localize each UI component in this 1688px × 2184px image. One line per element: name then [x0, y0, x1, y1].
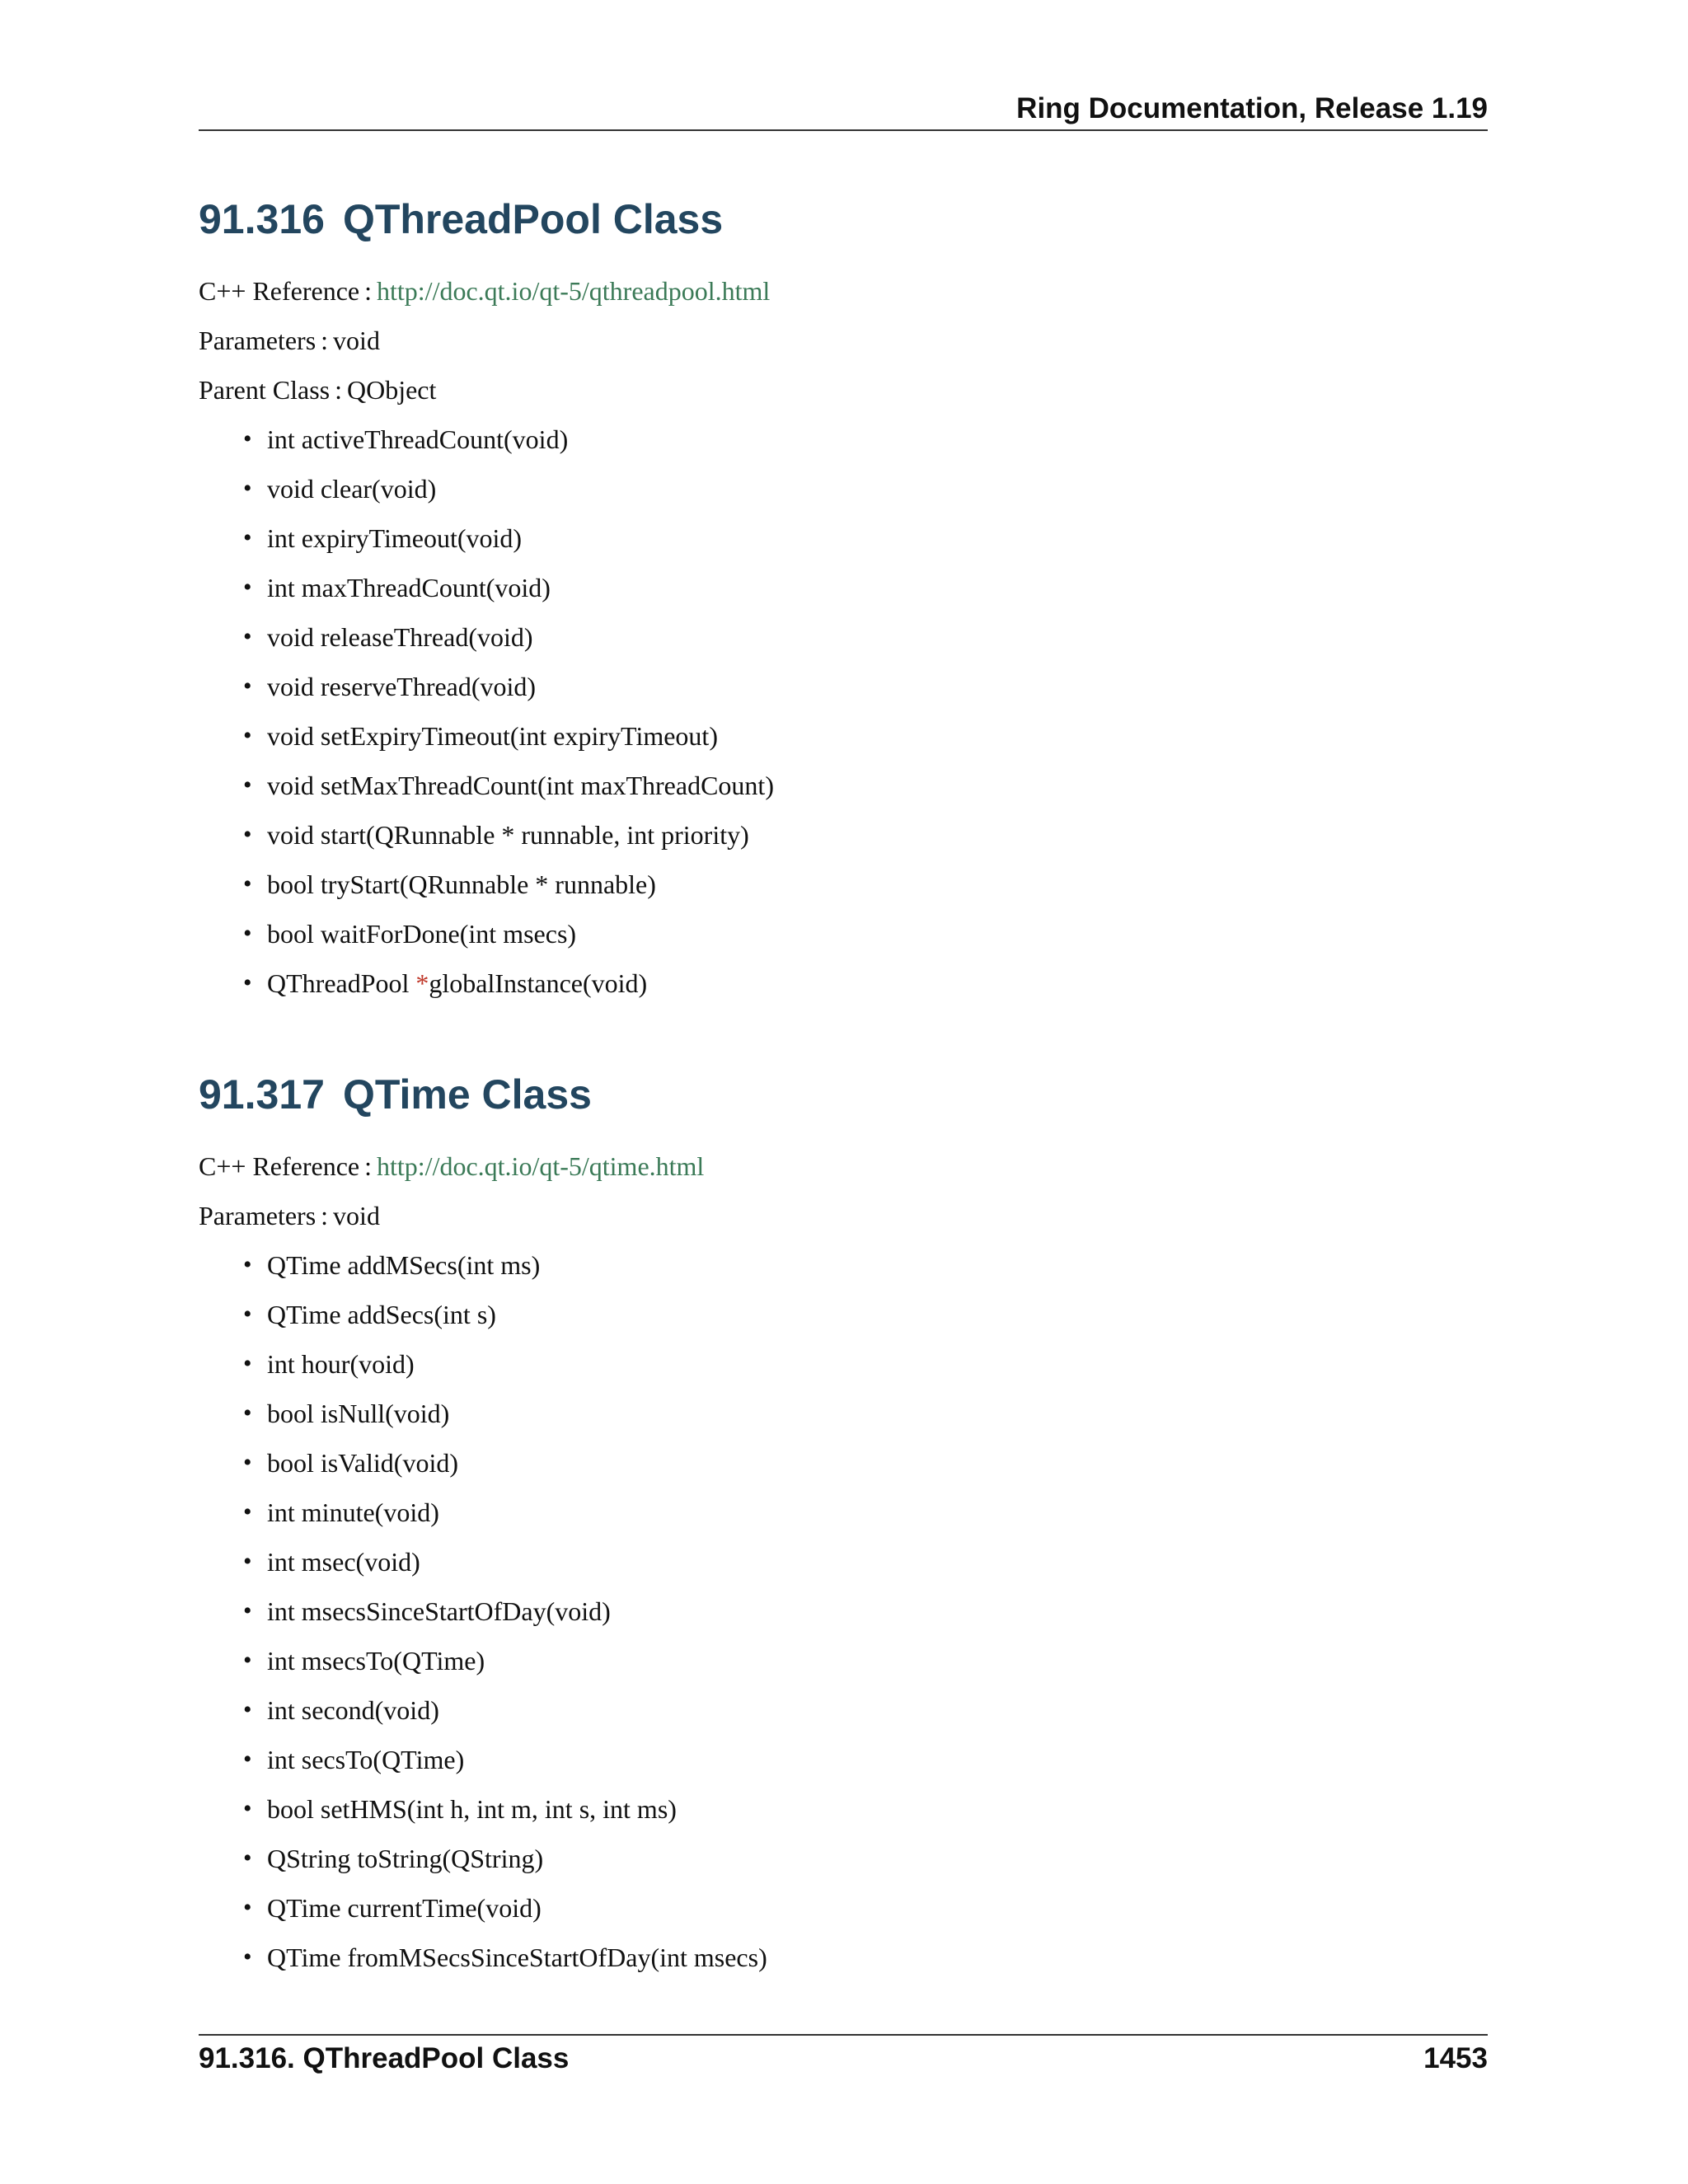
running-header: Ring Documentation, Release 1.19 [1016, 92, 1488, 124]
footer-page-number: 1453 [1423, 2042, 1488, 2074]
method-item: • void releaseThread(void) [199, 621, 1488, 654]
method-item: • bool tryStart(QRunnable * runnable) [199, 868, 1488, 901]
method-item: • QTime addMSecs(int ms) [199, 1249, 1488, 1282]
cpp-reference-link[interactable]: http://doc.qt.io/qt-5/qthreadpool.html [377, 276, 771, 306]
method-item: • int msecsSinceStartOfDay(void) [199, 1595, 1488, 1628]
section-qtime [199, 1070, 1488, 1990]
method-item: • int activeThreadCount(void) [199, 423, 1488, 456]
parameters-line: Parameters : void [199, 1201, 380, 1230]
parameters-label: Parameters [199, 326, 316, 355]
parent-class-line: Parent Class : QObject [199, 375, 437, 405]
section-title: QThreadPool Class [342, 196, 724, 242]
method-item: • bool setHMS(int h, int m, int s, int ms) [199, 1793, 1488, 1825]
method-list-qtime [199, 1249, 1488, 1974]
parameters-line: Parameters : void [199, 326, 380, 355]
parent-class-value: QObject [346, 375, 437, 405]
method-item: • void clear(void) [199, 472, 1488, 505]
section-number: 91.316 [199, 196, 325, 242]
section-number: 91.317 [199, 1071, 325, 1118]
method-item: • int second(void) [199, 1694, 1488, 1727]
method-signature: globalInstance(void) [429, 968, 648, 998]
method-item: • int expiryTimeout(void) [199, 522, 1488, 555]
method-item: • int secsTo(QTime) [199, 1743, 1488, 1776]
section-qthreadpool [199, 194, 1488, 1016]
document-page [199, 0, 1488, 2184]
pointer-star: * [415, 968, 429, 998]
method-item: • bool isValid(void) [199, 1446, 1488, 1479]
parameters-label: Parameters [199, 1201, 316, 1230]
method-item: • int minute(void) [199, 1496, 1488, 1529]
method-item [199, 967, 1488, 1000]
method-item: • int hour(void) [199, 1347, 1488, 1380]
method-item: • void reserveThread(void) [199, 670, 1488, 703]
section-heading-qtime [199, 1070, 1488, 1119]
parent-class-label: Parent Class [199, 375, 331, 405]
method-item: • int maxThreadCount(void) [199, 571, 1488, 604]
cpp-reference-link[interactable]: http://doc.qt.io/qt-5/qtime.html [377, 1151, 705, 1181]
parameters-value: void [333, 326, 380, 355]
footer-rule [199, 2034, 1488, 2036]
method-item: • QTime fromMSecsSinceStartOfDay(int msecs) [199, 1941, 1488, 1974]
method-item: • int msec(void) [199, 1545, 1488, 1578]
header-rule [199, 129, 1488, 131]
method-item: • void setExpiryTimeout(int expiryTimeout) [199, 719, 1488, 752]
method-item: • bool isNull(void) [199, 1397, 1488, 1430]
method-item: • bool waitForDone(int msecs) [199, 917, 1488, 950]
cpp-reference-label: C++ Reference [199, 1151, 360, 1181]
footer-section-title: 91.316. QThreadPool Class [199, 2042, 570, 2074]
cpp-reference-line: C++ Reference : http://doc.qt.io/qt-5/qtime.html [199, 1151, 705, 1181]
section-title: QTime Class [342, 1071, 592, 1118]
parameters-value: void [333, 1201, 380, 1230]
method-item: • int msecsTo(QTime) [199, 1644, 1488, 1677]
method-list-qthreadpool [199, 423, 1488, 1000]
method-item: • QTime addSecs(int s) [199, 1298, 1488, 1331]
cpp-reference-label: C++ Reference [199, 276, 360, 306]
method-item: • QString toString(QString) [199, 1842, 1488, 1875]
method-item: • void start(QRunnable * runnable, int priority) [199, 818, 1488, 851]
method-item: • QTime currentTime(void) [199, 1891, 1488, 1924]
cpp-reference-line: C++ Reference : http://doc.qt.io/qt-5/qthreadpool.html [199, 276, 771, 306]
section-heading-qthreadpool [199, 194, 1488, 244]
method-item: • void setMaxThreadCount(int maxThreadCount) [199, 769, 1488, 802]
method-return-type: QThreadPool [267, 968, 416, 998]
